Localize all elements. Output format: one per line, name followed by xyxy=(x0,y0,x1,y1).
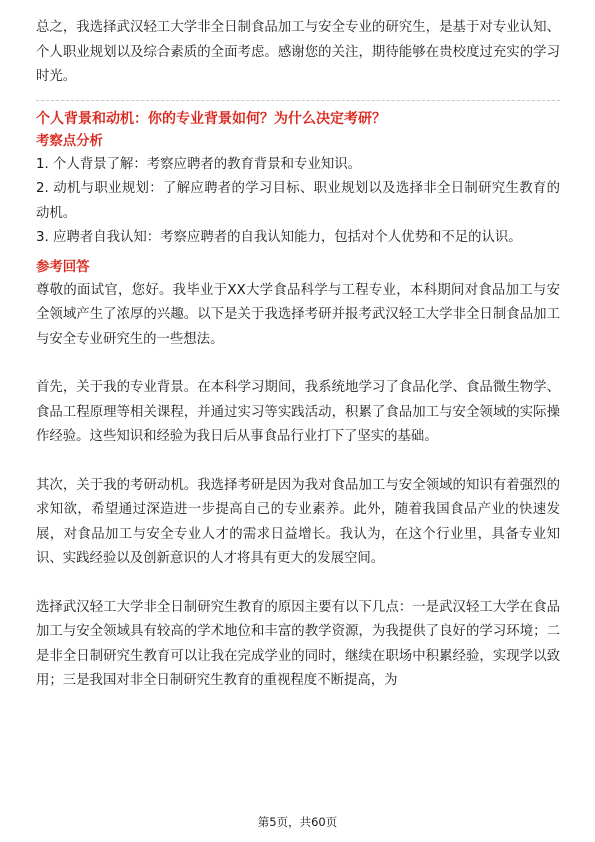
analysis-item-1: 1. 个人背景了解：考察应聘者的教育背景和专业知识。 xyxy=(36,156,362,172)
paragraph-gap xyxy=(36,450,560,474)
intro-paragraph: 总之，我选择武汉轻工大学非全日制食品加工与安全专业的研究生，是基于对专业认知、个人职业规划以及综合素质的全面考虑。感谢您的关注，期待能够在贵校度过充实的学习时光。 xyxy=(36,20,560,84)
document-page xyxy=(36,16,560,694)
answer-paragraph-3: 其次，关于我的考研动机。我选择考研是因为我对食品加工与安全领域的知识有着强烈的求知欲，希望通过深造进一步提高自己的专业素养。此外，随着我国食品产业的快速发展，对食品加工与安全专业人才的需求日益增长。我认为，在这个行业里，具备专业知识、实践经验以及创新意识的人才将具有更大的发展空间。 xyxy=(36,477,560,566)
analysis-item-3: 3. 应聘者自我认知：考察应聘者的自我认知能力，包括对个人优势和不足的认识。 xyxy=(36,230,522,245)
answer-paragraph-4: 选择武汉轻工大学非全日制研究生教育的原因主要有以下几点：一是武汉轻工大学在食品加工与安全领域具有较高的学术地位和丰富的教学资源，为我提供了良好的学习环境；二是非全日制研究生教育可以让我在完成学业的同时，继续在职场中积累经验，实现学以致用；三是我国对非全日制研究生教育的重视程度不断提高，为 xyxy=(36,599,560,688)
paragraph-gap xyxy=(36,572,560,596)
answer-title: 参考回答 xyxy=(36,259,90,275)
question-heading: 个人背景和动机：你的专业背景如何？为什么决定考研？ xyxy=(36,110,386,127)
analysis-item-2: 2. 动机与职业规划：了解应聘者的学习目标、职业规划以及选择非全日制研究生教育的动机。 xyxy=(36,181,560,221)
paragraph-gap xyxy=(36,352,560,376)
answer-paragraph-2: 首先，关于我的专业背景。在本科学习期间，我系统地学习了食品化学、食品微生物学、食品工程原理等相关课程，并通过实习等实践活动，积累了食品加工与安全领域的实际操作经验。这些知识和经验为我日后从事食品行业打下了坚实的基础。 xyxy=(36,380,560,444)
section-divider xyxy=(36,100,560,101)
analysis-title: 考察点分析 xyxy=(36,133,103,149)
page-footer: 第5页，共60页 xyxy=(257,815,338,829)
answer-paragraph-1: 尊敬的面试官，您好。我毕业于XX大学食品科学与工程专业，本科期间对食品加工与安全领域产生了浓厚的兴趣。以下是关于我选择考研并报考武汉轻工大学非全日制食品加工与安全专业研究生的一些想法。 xyxy=(36,282,560,347)
